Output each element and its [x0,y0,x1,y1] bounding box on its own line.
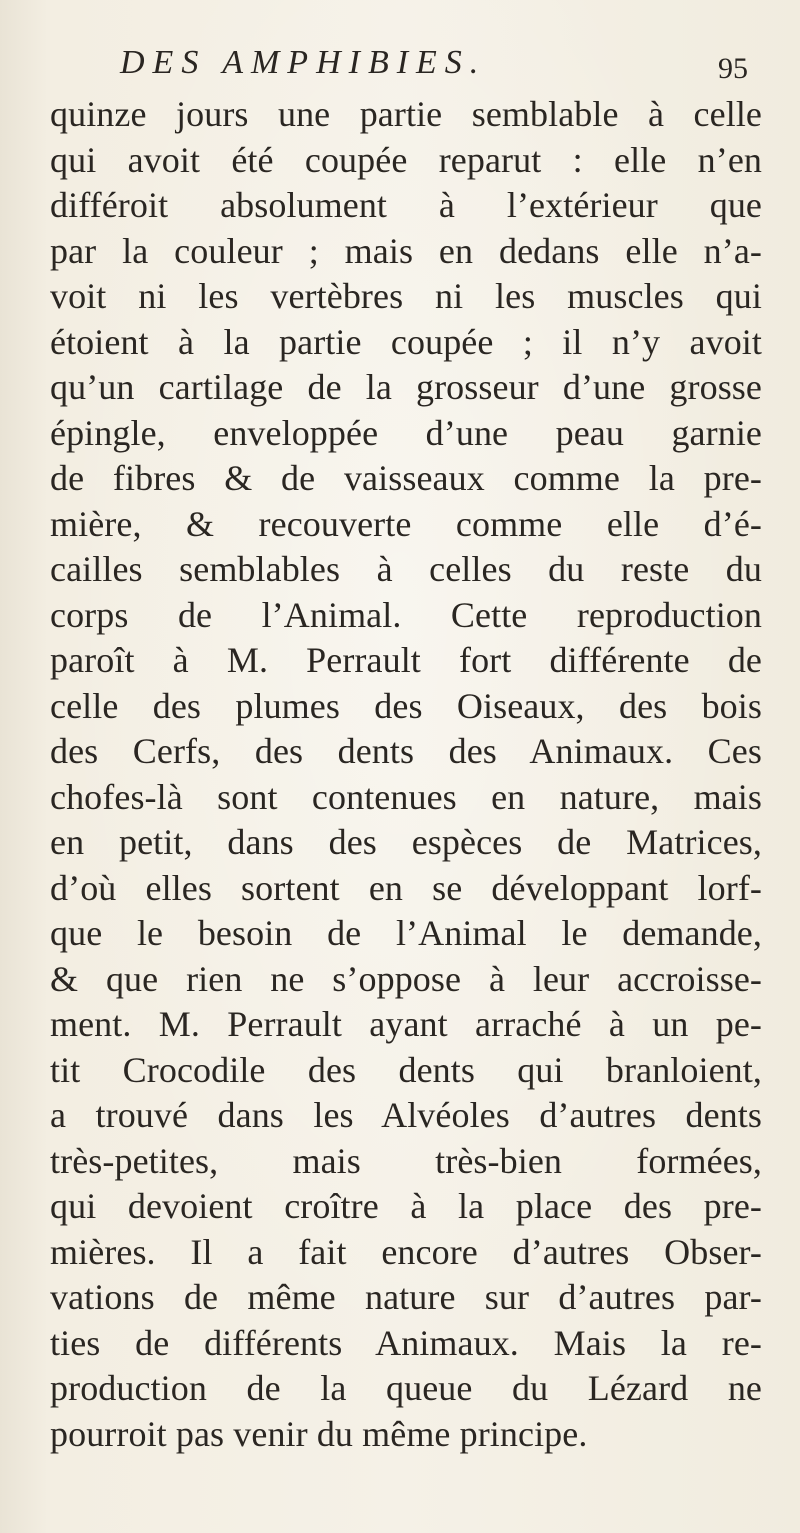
text-line: en petit, dans des espèces de Matrices, [50,822,762,862]
text-line: a trouvé dans les Alvéoles d’autres dents [50,1095,762,1135]
text-line: que le besoin de l’Animal le demande, [50,913,762,953]
text-line: celle des plumes des Oiseaux, des bois [50,685,762,726]
text-line: cailles semblables à celles du reste du [50,549,762,589]
page-header [0,34,800,94]
text-line: pourroit pas venir du même principe. [50,1413,588,1454]
text-line: épingle, enveloppée d’une peau garnie [50,412,762,453]
page-number: 95 [718,52,748,85]
text-line: ties de différents Animaux. Mais la re- [50,1322,762,1363]
text-line: d’où elles sortent en se développant lorf- [50,867,762,908]
text-line: quinze jours une partie semblable à celle [50,94,762,134]
text-line: qui devoient croître à la place des pre- [50,1186,762,1226]
body-text [50,92,762,1457]
text-line: des Cerfs, des dents des Animaux. Ces [50,731,762,771]
text-line: vations de même nature sur d’autres par- [50,1277,762,1317]
text-line: mière, & recouverte comme elle d’é- [50,503,762,544]
text-line: production de la queue du Lézard ne [50,1368,762,1408]
text-line: paroît à M. Perrault fort différente de [50,640,762,680]
text-line: ment. M. Perrault ayant arraché à un pe- [50,1004,762,1044]
text-line: différoit absolument à l’extérieur que [50,185,762,225]
text-line: voit ni les vertèbres ni les muscles qui [50,276,762,316]
text-line: étoient à la partie coupée ; il n’y avoit [50,321,762,362]
text-line: corps de l’Animal. Cette reproduction [50,594,762,635]
text-line: & que rien ne s’oppose à leur accroisse- [50,958,762,999]
text-line: très-petites, mais très-bien formées, [50,1140,762,1181]
text-line: de fibres & de vaisseaux comme la pre- [50,458,762,498]
text-line: tit Crocodile des dents qui branloient, [50,1049,762,1090]
text-line: par la couleur ; mais en dedans elle n’a- [50,230,762,271]
running-head: DES AMPHIBIES. [120,44,487,81]
text-line: qui avoit été coupée reparut : elle n’en [50,139,762,180]
text-line: qu’un cartilage de la grosseur d’une grosse [50,367,762,407]
text-line: chofes-là sont contenues en nature, mais [50,776,762,817]
text-line: mières. Il a fait encore d’autres Obser- [50,1231,762,1272]
